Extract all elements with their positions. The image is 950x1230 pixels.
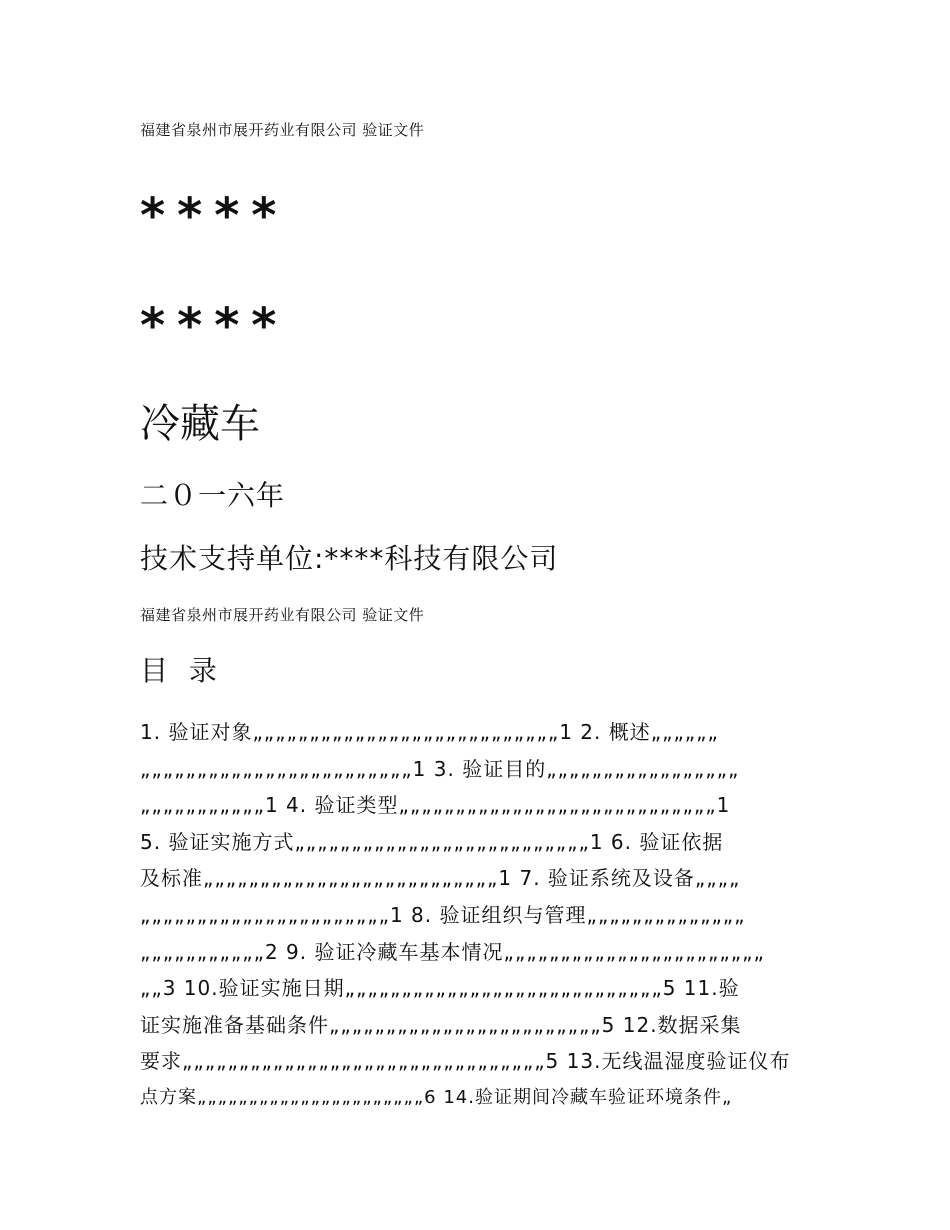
technical-support-unit: 技术支持单位:****科技有限公司 [140,542,559,575]
toc-line: „„„„„„„„„„„„„„„„„„„„„„1 8. 验证组织与管理„„„„„„„„„„„„„„ [140,902,746,927]
table-of-contents [140,714,820,1117]
toc-line: 证实施准备基础条件„„„„„„„„„„„„„„„„„„„„„„„„5 12.数据采集 [140,1012,742,1037]
toc-title: 目 录 [140,654,223,687]
redacted-name-line-1: **** [140,188,289,244]
toc-line: „„3 10.验证实施日期„„„„„„„„„„„„„„„„„„„„„„„„„„„„5 11.验 [140,976,740,1001]
toc-line: „„„„„„„„„„„2 9. 验证冷藏车基本情况„„„„„„„„„„„„„„„„„„„„„„„ [140,939,765,964]
redacted-name-line-2: **** [140,298,289,354]
toc-line: 5. 验证实施方式„„„„„„„„„„„„„„„„„„„„„„„„„„1 6. 验证依据 [140,829,724,854]
document-year: 二０一六年 [140,479,286,512]
toc-line: „„„„„„„„„„„„„„„„„„„„„„„„1 3. 验证目的„„„„„„„„„„„„„„„„„ [140,756,740,781]
document-subject: 冷藏车 [140,401,260,447]
toc-line: 点方案„„„„„„„„„„„„„„„„„„„„„„6 14.验证期间冷藏车验证环境条件„ [140,1086,733,1108]
toc-line: 及标准„„„„„„„„„„„„„„„„„„„„„„„„„„1 7. 验证系统及设备„„„„ [140,866,741,891]
document-header: 福建省泉州市展开药业有限公司 验证文件 [140,121,425,139]
toc-line: „„„„„„„„„„„1 4. 验证类型„„„„„„„„„„„„„„„„„„„„„„„„„„„„1 [140,793,731,818]
document-header: 福建省泉州市展开药业有限公司 验证文件 [140,606,425,624]
toc-line: 1. 验证对象„„„„„„„„„„„„„„„„„„„„„„„„„„„1 2. 概述„„„„„„ [140,720,719,744]
toc-line: 要求„„„„„„„„„„„„„„„„„„„„„„„„„„„„„„„„5 13.无线温湿度验证仪布 [140,1049,791,1074]
